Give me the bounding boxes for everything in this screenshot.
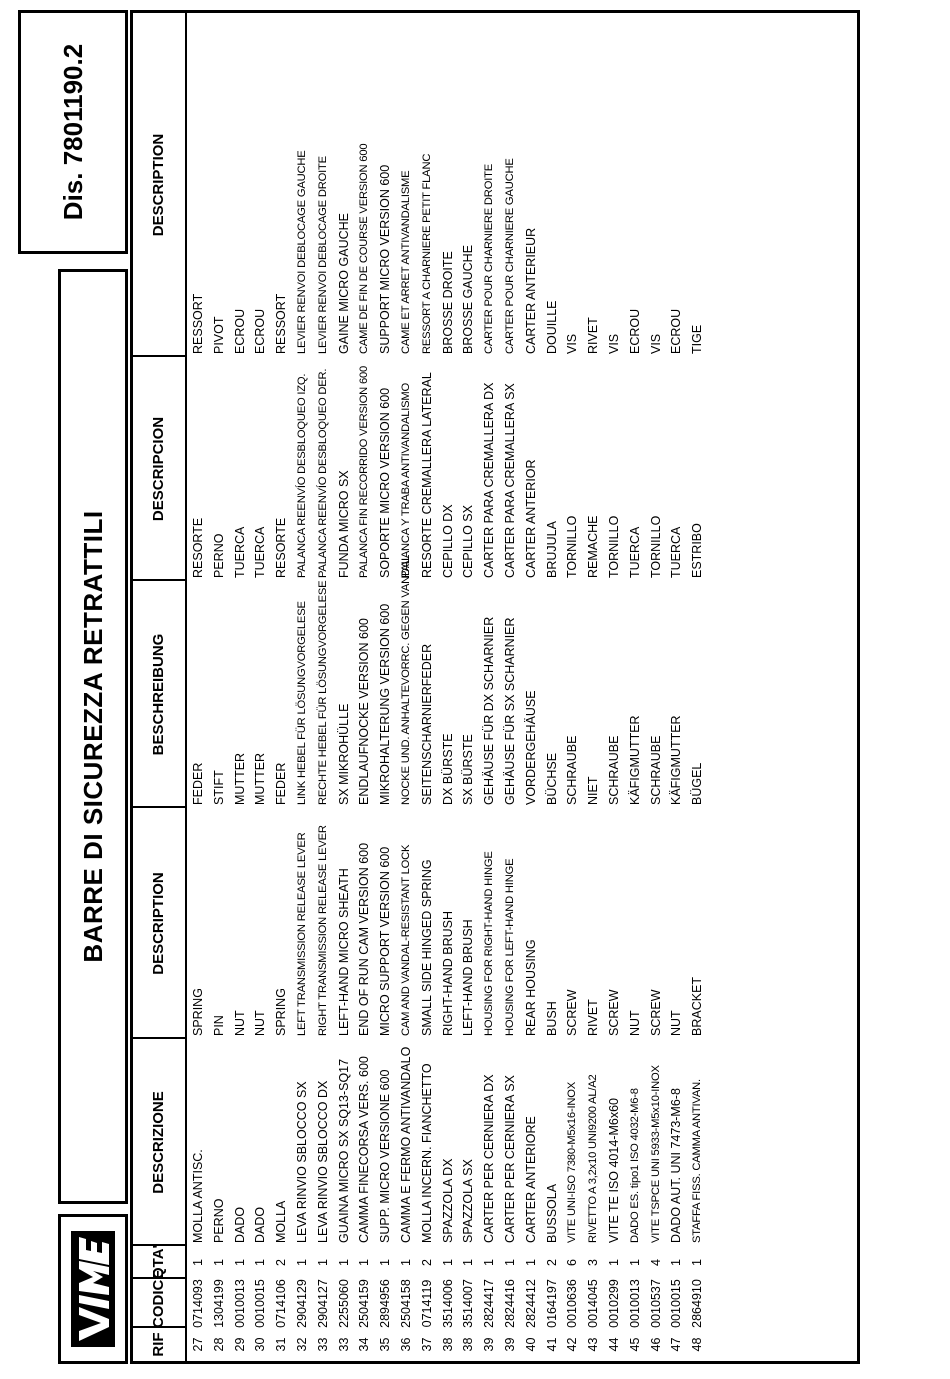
cell-qta: 1 — [232, 1259, 247, 1266]
table-row — [354, 13, 375, 1361]
table-row — [666, 13, 687, 1361]
cell-descrizione: MOLLA INCERN. FIANCHETTO — [419, 1063, 434, 1243]
cell-descrizione: MOLLA ANTISC. — [191, 1149, 205, 1243]
cell-rif: 43 — [586, 1337, 601, 1352]
cell-description-fr: RESSORT A CHARNIERE PETIT FLANC — [420, 153, 433, 354]
cell-rif: 44 — [606, 1337, 621, 1352]
cell-rif: 45 — [627, 1337, 642, 1352]
cell-beschreibung: NOCKE UND. ANHALTEVORRC. GEGEN VANDAL — [399, 554, 412, 805]
cell-rif: 35 — [378, 1337, 393, 1352]
cell-description-en: NUT — [627, 1010, 642, 1036]
cell-descripcion: TUERCA — [232, 526, 247, 578]
table-row — [271, 13, 292, 1361]
cell-beschreibung: GEHÄUSE FÜR DX SCHARNIER — [482, 616, 497, 805]
cell-description-en: SPRING — [191, 988, 205, 1036]
cell-descripcion: RESORTE CREMALLERA LATERAL — [419, 372, 434, 578]
cell-descrizione: VITE TE ISO 4014-M6x60 — [606, 1098, 621, 1243]
cell-codice: 0010636 — [565, 1279, 580, 1328]
table-row — [646, 13, 667, 1361]
table-row — [230, 13, 251, 1361]
cell-descrizione: GUAINA MICRO SX SQ13-SQ17 — [336, 1058, 351, 1243]
cell-descripcion: CARTER PARA CREMALLERA SX — [502, 383, 517, 578]
cell-qta: 1 — [669, 1259, 684, 1266]
cell-qta: 1 — [211, 1259, 226, 1266]
cell-description-en: HOUSING FOR RIGHT-HAND HINGE — [483, 851, 496, 1036]
cell-description-en: SPRING — [274, 988, 289, 1036]
cell-description-fr: GAINE MICRO GAUCHE — [336, 213, 351, 354]
cell-description-en: HOUSING FOR LEFT-HAND HINGE — [503, 858, 516, 1036]
cell-beschreibung: SCHRAUBE — [606, 735, 621, 805]
table-row — [500, 13, 521, 1361]
cell-description-fr: RESSORT — [274, 293, 289, 354]
cell-description-en: SCREW — [606, 989, 621, 1036]
cell-codice: 2894956 — [378, 1279, 393, 1328]
cell-descripcion: CARTER PARA CREMALLERA DX — [482, 382, 497, 578]
cell-qta: 6 — [565, 1259, 580, 1266]
cell-description-en: PIN — [211, 1015, 226, 1036]
cell-codice: 2504159 — [357, 1279, 372, 1328]
cell-description-fr: TIGE — [690, 324, 705, 354]
cell-qta: 3 — [586, 1259, 601, 1266]
cell-description-fr: DOUILLE — [544, 300, 559, 354]
cell-description-fr: RIVET — [586, 317, 601, 354]
cell-descripcion: FUNDA MICRO SX — [336, 470, 351, 578]
cell-beschreibung: RECHTE HEBEL FÜR LÖSUNGVORGELESE — [316, 580, 329, 805]
cell-beschreibung: BÜCHSE — [544, 752, 559, 805]
cell-codice: 0010013 — [232, 1279, 247, 1328]
cell-qta: 1 — [482, 1259, 497, 1266]
cell-descripcion: RESORTE — [191, 517, 205, 578]
cell-codice: 0164197 — [544, 1279, 559, 1328]
cell-descripcion: PERNO — [211, 533, 226, 578]
cell-codice: 0010015 — [669, 1279, 684, 1328]
cell-qta: 4 — [648, 1259, 663, 1266]
cell-beschreibung: SEITENSCHARNIERFEDER — [419, 643, 434, 805]
cell-description-en: LEFT TRANSMISSION RELEASE LEVER — [295, 832, 308, 1036]
cell-beschreibung: SCHRAUBE — [565, 735, 580, 805]
cell-codice: 2824416 — [502, 1279, 517, 1328]
cell-beschreibung: DX BÜRSTE — [440, 733, 455, 805]
cell-qta: 2 — [274, 1259, 289, 1266]
cell-description-fr: RESSORT — [191, 293, 205, 354]
cell-rif: 42 — [565, 1337, 580, 1352]
cell-description-en: REAR HOUSING — [523, 939, 538, 1036]
cell-description-en: SCREW — [648, 989, 663, 1036]
cell-descripcion: CEPILLO SX — [461, 505, 476, 578]
header-description-fr: DESCRIPTION — [150, 133, 167, 237]
cell-description-fr: BROSSE GAUCHE — [461, 244, 476, 354]
cell-description-en: END OF RUN CAM VERSION 600 — [357, 842, 372, 1036]
cell-beschreibung: STIFT — [211, 770, 226, 805]
cell-descrizione: SUPP. MICRO VERSIONE 600 — [378, 1069, 393, 1243]
cell-description-fr: LEVIER RENVOI DEBLOCAGE GAUCHE — [295, 150, 308, 354]
parts-table — [130, 10, 860, 1364]
cell-codice: 0714093 — [191, 1279, 205, 1328]
cell-qta: 1 — [294, 1259, 309, 1266]
cell-beschreibung: SX MIKROHÜLLE — [336, 703, 351, 805]
cell-description-en: NUT — [669, 1010, 684, 1036]
cell-rif: 40 — [523, 1337, 538, 1352]
cell-descripcion: TORNILLO — [648, 515, 663, 578]
cell-codice: 2824417 — [482, 1279, 497, 1328]
cell-beschreibung: LINK HEBEL FÜR LÖSUNGVORGELESE — [295, 601, 308, 805]
cell-description-en: BUSH — [544, 1001, 559, 1036]
cell-description-fr: SUPPORT MICRO VERSION 600 — [378, 164, 393, 354]
table-row — [375, 13, 396, 1361]
cell-rif: 39 — [502, 1337, 517, 1352]
cell-description-fr: PIVOT — [211, 316, 226, 354]
cell-rif: 41 — [544, 1337, 559, 1352]
cell-qta: 1 — [502, 1259, 517, 1266]
cell-codice: 2824412 — [523, 1279, 538, 1328]
cell-descripcion: RESORTE — [274, 517, 289, 578]
cell-descrizione: VITE TSPCE UNI 5933-M5x10-INOX — [649, 1065, 662, 1243]
logo-box — [58, 1214, 128, 1364]
header-beschreibung: BESCHREIBUNG — [150, 633, 167, 756]
cell-codice: 2904129 — [294, 1279, 309, 1328]
cell-rif: 33 — [315, 1337, 330, 1352]
table-row — [313, 13, 334, 1361]
cell-description-en: SMALL SIDE HINGED SPRING — [419, 859, 434, 1036]
cell-descripcion: TUERCA — [253, 526, 268, 578]
cell-descrizione: STAFFA FISS. CAMMA ANTIVAN. — [691, 1079, 704, 1243]
table-row — [209, 13, 230, 1361]
cell-description-fr: ECROU — [232, 308, 247, 354]
cell-beschreibung: FEDER — [274, 762, 289, 805]
cell-descripcion: TORNILLO — [565, 515, 580, 578]
cell-rif: 48 — [690, 1337, 705, 1352]
cell-rif: 39 — [482, 1337, 497, 1352]
cell-qta: 2 — [419, 1259, 434, 1266]
cell-rif: 27 — [191, 1337, 205, 1352]
cell-qta: 1 — [336, 1259, 351, 1266]
table-body — [188, 13, 708, 1361]
cell-description-en: LEFT-HAND BRUSH — [461, 919, 476, 1036]
cell-codice: 0010299 — [606, 1279, 621, 1328]
table-row — [188, 13, 209, 1361]
cell-description-fr: VIS — [648, 333, 663, 354]
cell-description-fr: CARTER POUR CHARNIERE DROITE — [483, 164, 496, 354]
cell-codice: 1304199 — [211, 1279, 226, 1328]
cell-qta: 1 — [398, 1259, 413, 1266]
cell-qta: 1 — [690, 1259, 705, 1266]
cell-descrizione: MOLLA — [274, 1200, 289, 1243]
cell-descripcion: CEPILLO DX — [440, 504, 455, 578]
table-row — [438, 13, 459, 1361]
cell-codice: 3514006 — [440, 1279, 455, 1328]
cell-description-fr: ECROU — [627, 308, 642, 354]
cell-rif: 29 — [232, 1337, 247, 1352]
cell-beschreibung: FEDER — [191, 762, 205, 805]
cell-qta: 2 — [544, 1259, 559, 1266]
table-row — [479, 13, 500, 1361]
cell-descrizione: DADO — [232, 1206, 247, 1243]
table-row — [625, 13, 646, 1361]
cell-description-en: BRACKET — [690, 976, 705, 1036]
cell-qta: 1 — [253, 1259, 268, 1266]
cell-rif: 38 — [440, 1337, 455, 1352]
cell-beschreibung: ENDLAUFNOCKE VERSION 600 — [357, 618, 372, 805]
cell-qta: 1 — [627, 1259, 642, 1266]
cell-descripcion: TUERCA — [669, 526, 684, 578]
cell-beschreibung: MUTTER — [253, 752, 268, 805]
cell-descripcion: ESTRIBO — [690, 523, 705, 578]
cell-rif: 30 — [253, 1337, 268, 1352]
cell-description-fr: BROSSE DROITE — [440, 251, 455, 354]
cell-descripcion: PALANCA Y TRABA ANTIVANDALISMO — [399, 382, 412, 578]
cell-descripcion: REMACHE — [586, 515, 601, 578]
table-row — [562, 13, 583, 1361]
cell-rif: 37 — [419, 1337, 434, 1352]
cell-rif: 34 — [357, 1337, 372, 1352]
cell-descrizione: DADO — [253, 1206, 268, 1243]
cell-rif: 47 — [669, 1337, 684, 1352]
cell-beschreibung: MIKROHALTERUNG VERSION 600 — [378, 603, 393, 805]
cell-rif: 31 — [274, 1337, 289, 1352]
cell-qta: 1 — [523, 1259, 538, 1266]
cell-description-en: CAM AND VANDAL-RESISTANT LOCK — [399, 844, 412, 1036]
cell-rif: 38 — [461, 1337, 476, 1352]
cell-codice: 0014045 — [586, 1279, 601, 1328]
cell-qta: 1 — [440, 1259, 455, 1266]
cell-descrizione: CARTER PER CERNIERA SX — [502, 1075, 517, 1243]
cell-description-fr: LEVIER RENVOI DEBLOCAGE DROITE — [316, 156, 329, 354]
cell-qta: 1 — [191, 1259, 205, 1266]
cell-rif: 46 — [648, 1337, 663, 1352]
cell-description-fr: VIS — [606, 333, 621, 354]
cell-description-en: SCREW — [565, 989, 580, 1036]
cell-description-en: RIGHT TRANSMISSION RELEASE LEVER — [316, 825, 329, 1036]
cell-descrizione: CAMMA FINECORSA VERS. 600 — [357, 1056, 372, 1243]
cell-codice: 2864910 — [690, 1279, 705, 1328]
cell-beschreibung: KÄFIGMUTTER — [627, 715, 642, 805]
cell-descrizione: SPAZZOLA SX — [461, 1159, 476, 1243]
cell-beschreibung: NIET — [586, 776, 601, 805]
table-row — [521, 13, 542, 1361]
table-row — [417, 13, 438, 1361]
table-row — [334, 13, 355, 1361]
cell-beschreibung: BÜGEL — [690, 762, 705, 805]
cell-codice: 0714119 — [419, 1279, 434, 1328]
table-row — [583, 13, 604, 1361]
cell-descrizione: BUSSOLA — [544, 1183, 559, 1243]
table-row — [458, 13, 479, 1361]
cell-description-en: NUT — [253, 1010, 268, 1036]
cell-qta: 1 — [606, 1259, 621, 1266]
cell-descrizione: DADO AUT. UNI 7473-M6-8 — [669, 1088, 684, 1243]
table-row — [604, 13, 625, 1361]
cell-descrizione: CAMMA E FERMO ANTIVANDALO — [398, 1046, 413, 1243]
header-divider — [185, 13, 187, 1361]
header-qta: QTA' — [150, 1244, 167, 1279]
drawing-number: Dis. 7801190.2 — [57, 43, 88, 221]
cell-description-fr: CAME DE FIN DE COURSE VERSION 600 — [358, 143, 371, 354]
cell-qta: 1 — [357, 1259, 372, 1266]
cell-description-en: RIGHT-HAND BRUSH — [440, 910, 455, 1036]
cell-descripcion: PALANCA REENVÍO DESBLOQUEO DER. — [316, 368, 329, 578]
cell-codice: 0010537 — [648, 1279, 663, 1328]
cell-descrizione: DADO ES. tipo1 ISO 4032-M6-8 — [628, 1088, 641, 1243]
cell-descrizione: SPAZZOLA DX — [440, 1158, 455, 1243]
cell-description-fr: CARTER POUR CHARNIERE GAUCHE — [503, 158, 516, 354]
cell-descripcion: CARTER ANTERIOR — [523, 459, 538, 578]
cell-beschreibung: SX BÜRSTE — [461, 734, 476, 805]
cell-descrizione: VITE UNI-ISO 7380-M5x16-INOX — [566, 1081, 579, 1243]
title-box — [58, 269, 128, 1204]
header-descrizione: DESCRIZIONE — [150, 1091, 167, 1194]
cell-descrizione: LEVA RINVIO SBLOCCO SX — [294, 1081, 309, 1243]
table-row — [542, 13, 563, 1361]
cell-codice: 0010013 — [627, 1279, 642, 1328]
cell-rif: 33 — [336, 1337, 351, 1352]
table-row — [396, 13, 417, 1361]
cell-qta: 1 — [315, 1259, 330, 1266]
cell-beschreibung: KÄFIGMUTTER — [669, 715, 684, 805]
cell-descrizione: CARTER PER CERNIERA DX — [482, 1074, 497, 1243]
cell-description-fr: CAME ET ARRET ANTIVANDALISME — [399, 170, 412, 354]
cell-descrizione: RIVETTO A 3,2x10 UNI9200 AL/A2 — [587, 1074, 600, 1243]
cell-codice: 3514007 — [461, 1279, 476, 1328]
document-title: BARRE DI SICUREZZA RETRATTILI — [77, 510, 108, 963]
cell-descrizione: PERNO — [211, 1198, 226, 1243]
table-row — [250, 13, 271, 1361]
cell-beschreibung: MUTTER — [232, 752, 247, 805]
cell-description-fr: ECROU — [253, 308, 268, 354]
cell-codice: 2504158 — [398, 1279, 413, 1328]
header-description-en: DESCRIPTION — [150, 872, 167, 975]
cell-description-en: LEFT-HAND MICRO SHEATH — [336, 868, 351, 1036]
cell-beschreibung: SCHRAUBE — [648, 735, 663, 805]
cell-description-en: NUT — [232, 1010, 247, 1036]
header-codice: CODICE — [150, 1269, 167, 1328]
cell-descripcion: TORNILLO — [606, 515, 621, 578]
cell-descrizione: CARTER ANTERIORE — [523, 1116, 538, 1243]
cell-beschreibung: VORDERGEHÄUSE — [523, 690, 538, 805]
header-rif: RIF — [150, 1332, 167, 1357]
drawing-number-box — [18, 10, 128, 254]
cell-description-en: RIVET — [586, 999, 601, 1036]
cell-codice: 0714106 — [274, 1279, 289, 1328]
table-row — [292, 13, 313, 1361]
cell-description-fr: VIS — [565, 333, 580, 354]
cell-description-en: MICRO SUPPORT VERSION 600 — [378, 846, 393, 1036]
cell-codice: 2255060 — [336, 1279, 351, 1328]
cell-beschreibung: GEHÄUSE FÜR SX SCHARNIER — [502, 617, 517, 805]
cell-descrizione: LEVA RINVIO SBLOCCO DX — [315, 1080, 330, 1243]
cell-descripcion: SOPORTE MICRO VERSION 600 — [378, 387, 393, 578]
cell-codice: 2904127 — [315, 1279, 330, 1328]
cell-description-fr: CARTER ANTERIEUR — [523, 227, 538, 354]
cell-descripcion: BRUJULA — [544, 521, 559, 578]
cell-codice: 0010015 — [253, 1279, 268, 1328]
table-row — [687, 13, 708, 1361]
cell-rif: 32 — [294, 1337, 309, 1352]
cell-description-fr: ECROU — [669, 308, 684, 354]
cell-rif: 36 — [398, 1337, 413, 1352]
cell-rif: 28 — [211, 1337, 226, 1352]
vimec-logo — [71, 1231, 115, 1347]
cell-descripcion: PALANCA FIN RECORRIDO VERSION 600 — [358, 365, 371, 578]
cell-qta: 1 — [378, 1259, 393, 1266]
cell-qta: 1 — [461, 1259, 476, 1266]
header-descripcion: DESCRIPCION — [150, 416, 167, 522]
cell-descripcion: TUERCA — [627, 526, 642, 578]
cell-descripcion: PALANCA REENVÍO DESBLOQUEO IZQ. — [295, 373, 308, 578]
